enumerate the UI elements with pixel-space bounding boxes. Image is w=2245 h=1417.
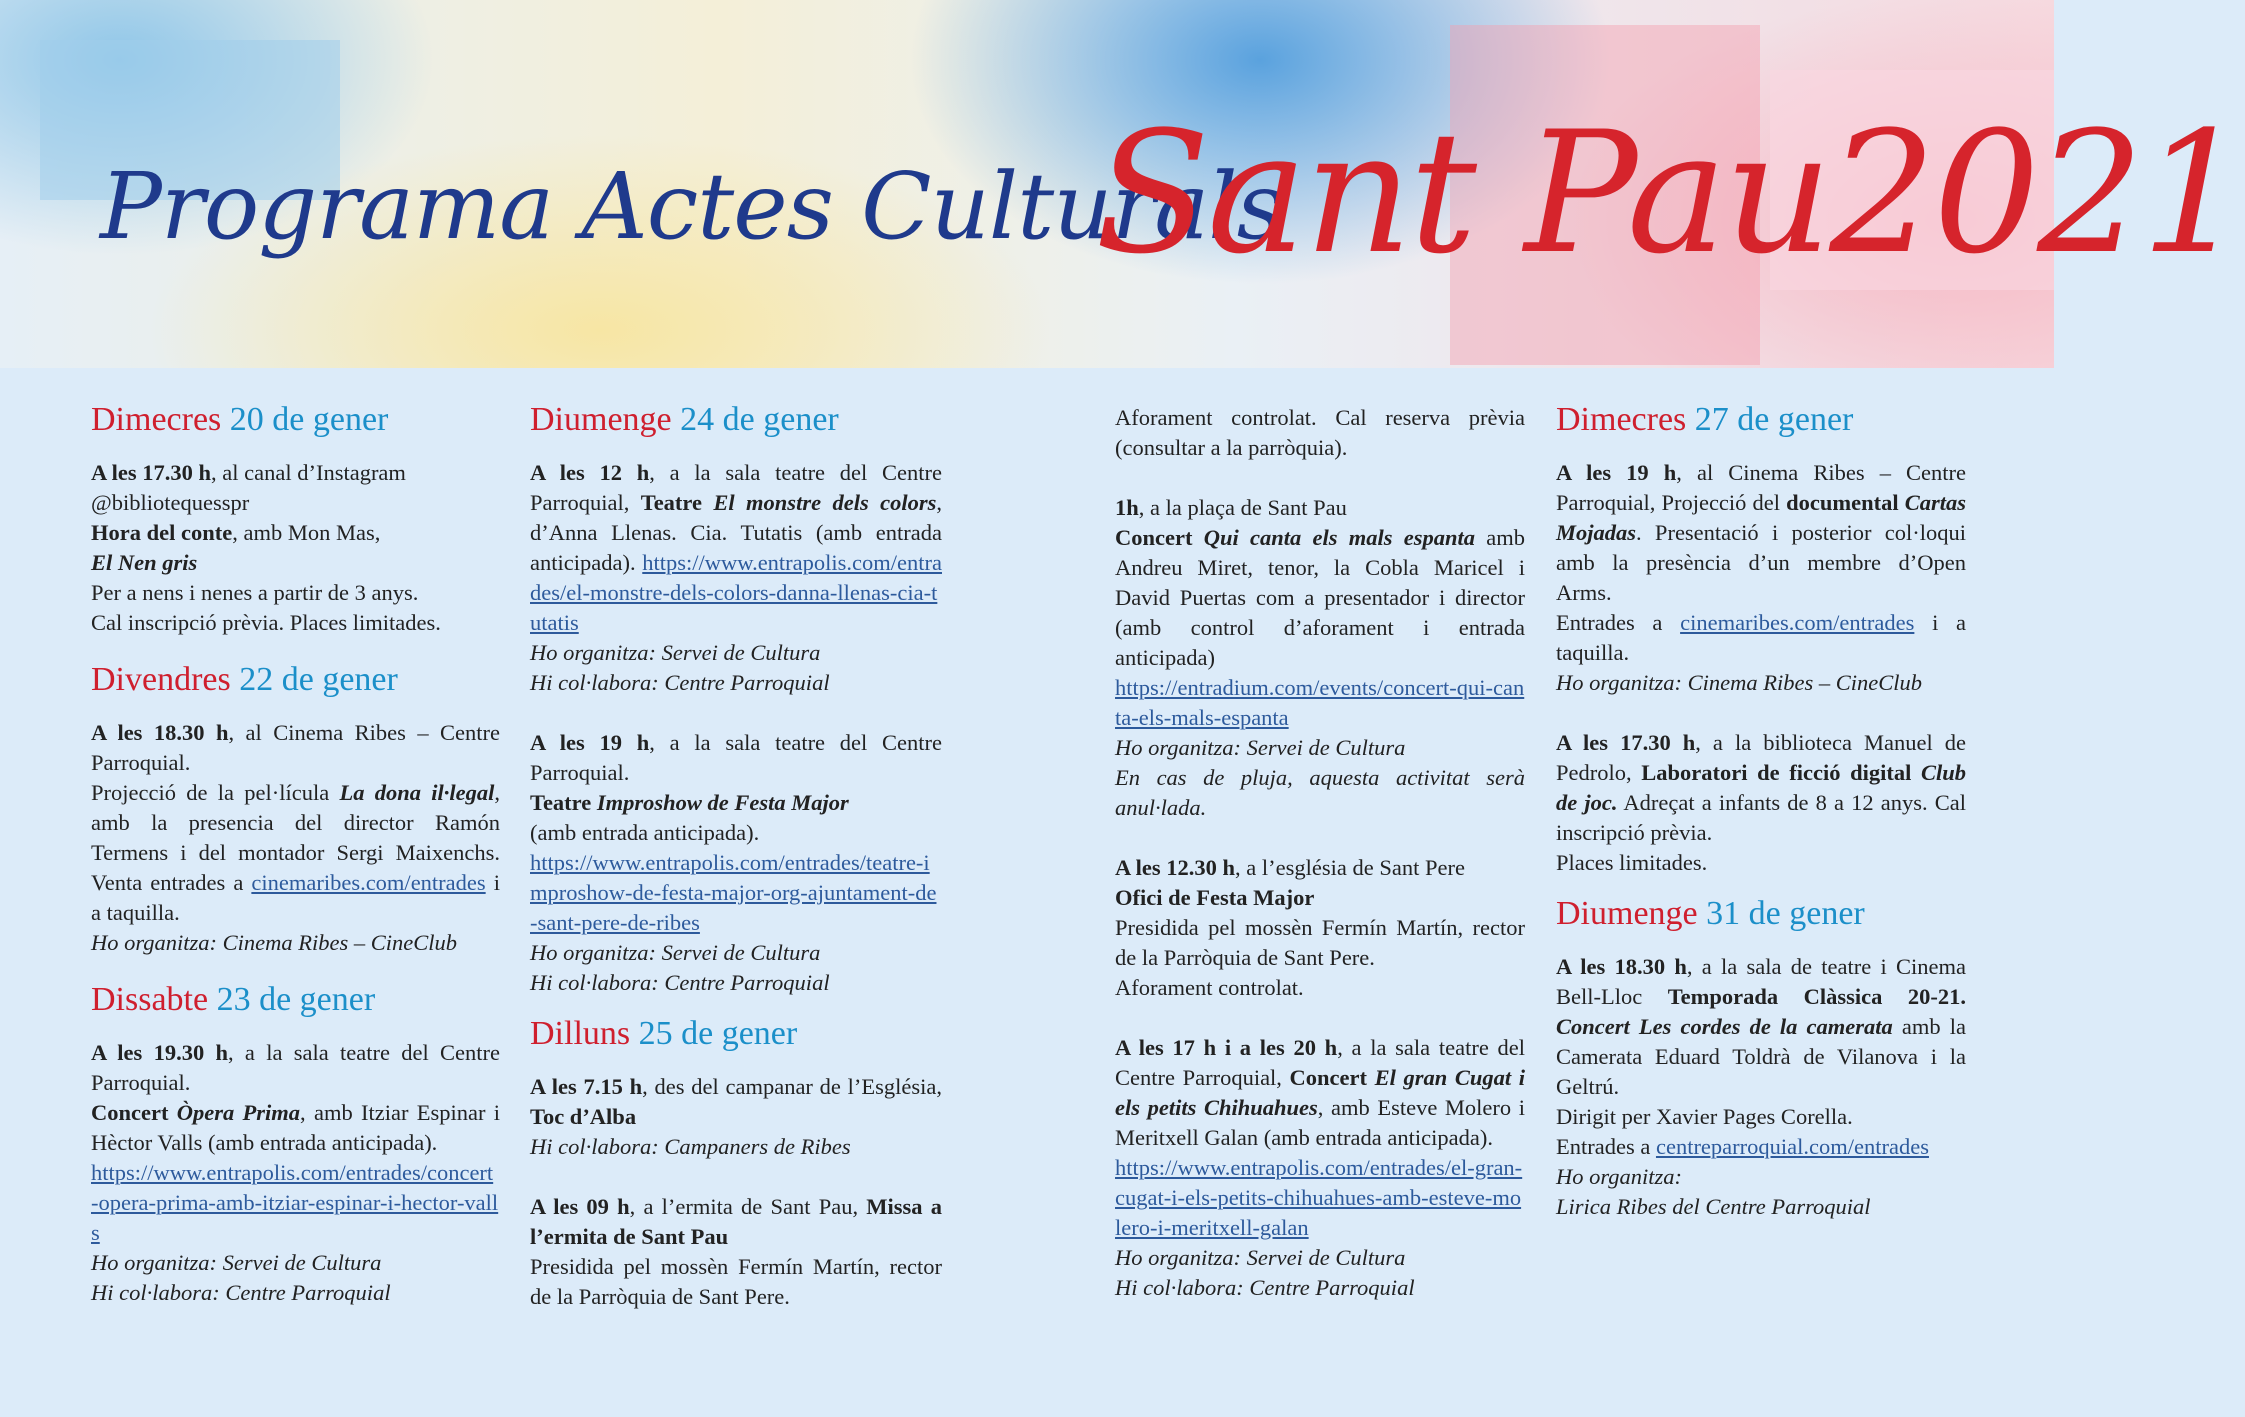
event-text: Hora del conte <box>91 520 233 545</box>
event-text <box>91 1098 500 1158</box>
event-text <box>1115 883 1525 913</box>
event <box>1115 1033 1525 1303</box>
link-cinemaribes[interactable]: cinemaribes.com/entrades <box>251 870 486 895</box>
event-text: Presidida pel mossèn Fermín Martín, rector de la Parròquia de Sant Pere. <box>530 1254 942 1309</box>
event-text: amb Andreu Miret, tenor, la Cobla Maricel i David Puertas com a presentador i director (amb control d’aforament i entrada anticipada) <box>1115 525 1525 670</box>
event-text <box>530 1072 942 1132</box>
event-text: , a la sala de teatre i Cinema Bell-Lloc <box>1556 954 1966 1009</box>
event-text: A les 17 h i a les 20 h <box>1115 1035 1338 1060</box>
event-text: Ho organitza: Servei de Cultura <box>530 640 821 665</box>
event-text: Ho organitza: Cinema Ribes – CineClub <box>91 930 458 955</box>
event-text: A les 19 h <box>1556 460 1677 485</box>
event-text: Concert Les cordes de la camerata <box>1556 1014 1893 1039</box>
event-text: , amb Mon Mas, <box>232 520 381 545</box>
link-cinemaribes-2[interactable]: cinemaribes.com/entrades <box>1680 610 1915 635</box>
event-text: , a la sala teatre del Centre Parroquial. <box>91 1040 501 1095</box>
event-text: 25 de gener <box>638 1015 798 1052</box>
event-text: amb la Camerata Eduard Toldrà de Vilanova i la Geltrú. <box>1556 1014 1966 1099</box>
event-text: Entrades a <box>1556 610 1681 635</box>
event-text: 27 de gener <box>1694 401 1854 438</box>
event-text: i a taquilla. <box>91 870 500 925</box>
event-text: A les 17.30 h <box>1556 730 1696 755</box>
event-text: Teatre <box>530 790 597 815</box>
event-text: A les 17.30 h <box>91 460 212 485</box>
event-text: Teatre <box>640 490 714 515</box>
column-1 <box>91 398 500 1308</box>
title-programa: Programa Actes Culturals <box>100 153 1283 260</box>
day-header <box>91 978 500 1022</box>
event-text: Hi col·labora: Centre Parroquial <box>1115 1275 1415 1300</box>
event-text <box>91 458 500 488</box>
event-text <box>530 728 942 788</box>
event-text <box>1115 673 1525 733</box>
link-entrapolis-improshow[interactable]: https://www.entrapolis.com/entrades/teatre-improshow-de-festa-major-org-ajuntament-de-sant-pere-de-ribes <box>530 850 937 935</box>
event-text: Projecció de la pel·lícula <box>91 780 340 805</box>
column-3 <box>1115 403 1525 1303</box>
event <box>1556 458 1966 698</box>
event-text: A les 19 h <box>530 730 650 755</box>
event-text <box>91 1038 500 1098</box>
title-sant-pau-2021: Sant Pau2021 <box>1095 95 2245 291</box>
event-text: Places limitades. <box>1556 850 1708 875</box>
event-text <box>1556 458 1966 608</box>
event <box>530 458 942 698</box>
event <box>1115 493 1525 823</box>
banner <box>0 0 2245 368</box>
event-text: 31 de gener <box>1706 895 1865 932</box>
event-text: Hi col·labora: Centre Parroquial <box>530 970 830 995</box>
event-text <box>1115 1153 1525 1243</box>
day-header <box>1556 398 1966 442</box>
event-text: Cal inscripció prèvia. Places limitades. <box>91 610 441 635</box>
event-text: Adreçat a infants de 8 a 12 anys. Cal inscripció prèvia. <box>1556 790 1966 845</box>
event-text: Ho organitza: Cinema Ribes – CineClub <box>1556 670 1923 695</box>
event <box>530 728 942 998</box>
event-text: . Presentació i posterior col·loqui amb la presència d’un membre d’Open Arms. <box>1556 520 1966 605</box>
event-text: , d’Anna Llenas. Cia. Tutatis (amb entrada anticipada). <box>530 490 942 575</box>
event-text: , amb Itziar Espinar i Hèctor Valls (amb entrada anticipada). <box>91 1100 500 1155</box>
event-text <box>530 788 942 818</box>
event-text: Hi col·labora: Campaners de Ribes <box>530 1134 851 1159</box>
event-text <box>530 1192 942 1252</box>
event-text: (amb entrada anticipada). <box>530 820 760 845</box>
day-header <box>91 398 500 442</box>
day-header <box>530 1012 942 1056</box>
event-text: , a la sala teatre del Centre Parroquial, <box>530 460 943 515</box>
day-header <box>91 658 500 702</box>
event-text <box>530 458 942 638</box>
event-text <box>91 518 500 548</box>
event-text: i a taquilla. <box>1556 610 1966 665</box>
event-text: , a la plaça de Sant Pau <box>1138 495 1347 520</box>
event <box>530 1072 942 1162</box>
event-text: Concert <box>1115 525 1204 550</box>
event-text: Diumenge <box>530 401 672 438</box>
event-text: Dimecres <box>91 401 222 438</box>
day-header <box>530 398 942 442</box>
link-entrapolis-opera-prima[interactable]: https://www.entrapolis.com/entrades/concert-opera-prima-amb-itziar-espinar-i-hector-valls <box>91 1160 499 1245</box>
event-text: Hi col·labora: Centre Parroquial <box>530 670 830 695</box>
event-text: Aforament controlat. Cal reserva prèvia (consultar a la parròquia). <box>1115 405 1525 460</box>
event-text: A les 18.30 h <box>1556 954 1687 979</box>
event-text: , a la sala teatre del Centre Parroquial, <box>1115 1035 1525 1090</box>
event-text: Diumenge <box>1556 895 1698 932</box>
event-text: 23 de gener <box>216 981 376 1018</box>
event-text: Ofici de Festa Major <box>1115 885 1315 910</box>
event-text: Laboratori de ficció digital <box>1641 760 1912 785</box>
link-entrapolis-cugat[interactable]: https://www.entrapolis.com/entrades/el-gran-cugat-i-els-petits-chihuahues-amb-esteve-molero-i-meritxell-galan <box>1115 1155 1523 1240</box>
event-text: Temporada Clàssica 20-21. <box>1667 984 1966 1009</box>
event-text: @bibliotequesspr <box>91 490 250 515</box>
event-text: A les 19.30 h <box>91 1040 229 1065</box>
event-text: Dimecres <box>1556 401 1687 438</box>
event-text: El monstre dels colors <box>713 490 937 515</box>
column-2 <box>530 398 942 1312</box>
event-text: 22 de gener <box>239 661 398 698</box>
event-text <box>1556 728 1966 848</box>
event-text: documental <box>1786 490 1899 515</box>
event-text: Qui canta els mals espanta <box>1203 525 1475 550</box>
event-text: Ho organitza: Servei de Cultura <box>530 940 821 965</box>
event <box>91 1038 500 1308</box>
column-4 <box>1556 398 1966 1222</box>
event-text: , a l’ermita de Sant Pau, <box>629 1194 867 1219</box>
event-text: Toc d’Alba <box>530 1104 637 1129</box>
event <box>91 718 500 958</box>
event-text: Cartas Mojadas <box>1556 490 1967 545</box>
event-text <box>91 778 500 928</box>
event <box>530 1192 942 1312</box>
link-entradium[interactable]: https://entradium.com/events/concert-qui-canta-els-mals-espanta <box>1115 675 1525 730</box>
event-text <box>1115 523 1525 673</box>
event-text: , a la sala teatre del Centre Parroquial. <box>530 730 943 785</box>
event-text: , al Cinema Ribes – Centre Parroquial, Projecció del <box>1556 460 1966 515</box>
event-text: La dona il·legal <box>339 780 495 805</box>
event-text: 20 de gener <box>229 401 389 438</box>
event-text: Dilluns <box>530 1015 631 1052</box>
event-text: El Nen gris <box>91 550 198 575</box>
event-text: , a la biblioteca Manuel de Pedrolo, <box>1556 730 1967 785</box>
event-text: , des del campanar de l’Església, <box>642 1074 943 1099</box>
event-text: Ho organitza: Servei de Cultura <box>1115 1245 1406 1270</box>
event-text: Lirica Ribes del Centre Parroquial <box>1556 1194 1871 1219</box>
event-text <box>1556 1132 1966 1162</box>
event-text <box>91 548 500 578</box>
event-text: , al canal d’Instagram <box>211 460 406 485</box>
event-text: Ho organitza: <box>1556 1164 1683 1189</box>
event-text: Presidida pel mossèn Fermín Martín, rector de la Parròquia de Sant Pere. <box>1115 915 1525 970</box>
event-text <box>1115 1033 1525 1153</box>
event-text: Hi col·labora: Centre Parroquial <box>91 1280 391 1305</box>
event-text: 1h <box>1115 495 1139 520</box>
event-text: , amb la presencia del director Ramón Termens i del montador Sergi Maixenchs. Venta entrades a <box>91 780 500 895</box>
event-text: Dissabte <box>91 981 209 1018</box>
event <box>1556 728 1966 878</box>
event-text: Dirigit per Xavier Pages Corella. <box>1556 1104 1853 1129</box>
event-text: Concert <box>1289 1065 1375 1090</box>
event-text: Club de joc. <box>1556 760 1966 815</box>
event-text: Aforament controlat. <box>1115 975 1304 1000</box>
event-text <box>91 1158 500 1248</box>
event-text <box>530 848 942 938</box>
event <box>1556 952 1966 1222</box>
event-text <box>1556 608 1966 668</box>
event-text: A les 09 h <box>530 1194 630 1219</box>
event-text <box>1115 493 1525 523</box>
event-text: Per a nens i nenes a partir de 3 anys. <box>91 580 419 605</box>
event-text: , al Cinema Ribes – Centre Parroquial. <box>91 720 500 775</box>
event-text: Improshow de Festa Major <box>596 790 849 815</box>
event-text: El gran Cugat i els petits Chihuahues <box>1115 1065 1525 1120</box>
event <box>1115 853 1525 1003</box>
link-centreparroquial[interactable]: centreparroquial.com/entrades <box>1655 1134 1929 1159</box>
event-text: A les 12.30 h <box>1115 855 1236 880</box>
event-text: A les 12 h <box>530 460 650 485</box>
link-entrapolis-monstre[interactable]: https://www.entrapolis.com/entrades/el-monstre-dels-colors-danna-llenas-cia-tutatis <box>530 550 942 635</box>
event-text <box>1115 853 1525 883</box>
event-text: En cas de pluja, aquesta activitat serà anul·lada. <box>1115 765 1525 820</box>
event-text: Òpera Prima <box>176 1100 301 1125</box>
event-text: Divendres <box>91 661 231 698</box>
event-text: Ho organitza: Servei de Cultura <box>1115 735 1406 760</box>
event-text: Concert <box>91 1100 177 1125</box>
event-text <box>1556 952 1966 1102</box>
event-text: Ho organitza: Servei de Cultura <box>91 1250 382 1275</box>
event-text: 24 de gener <box>680 401 839 438</box>
event-text: Missa a l’ermita de Sant Pau <box>530 1194 942 1249</box>
event-text <box>91 718 500 778</box>
day-header <box>1556 892 1966 936</box>
event-text: , a l’església de Sant Pere <box>1235 855 1465 880</box>
event-text: A les 18.30 h <box>91 720 229 745</box>
event-text: , amb Esteve Molero i Meritxell Galan (amb entrada anticipada). <box>1115 1095 1525 1150</box>
event-text: A les 7.15 h <box>530 1074 643 1099</box>
event <box>91 458 500 638</box>
banner-title <box>100 95 2245 291</box>
event-text: Entrades a <box>1556 1134 1656 1159</box>
